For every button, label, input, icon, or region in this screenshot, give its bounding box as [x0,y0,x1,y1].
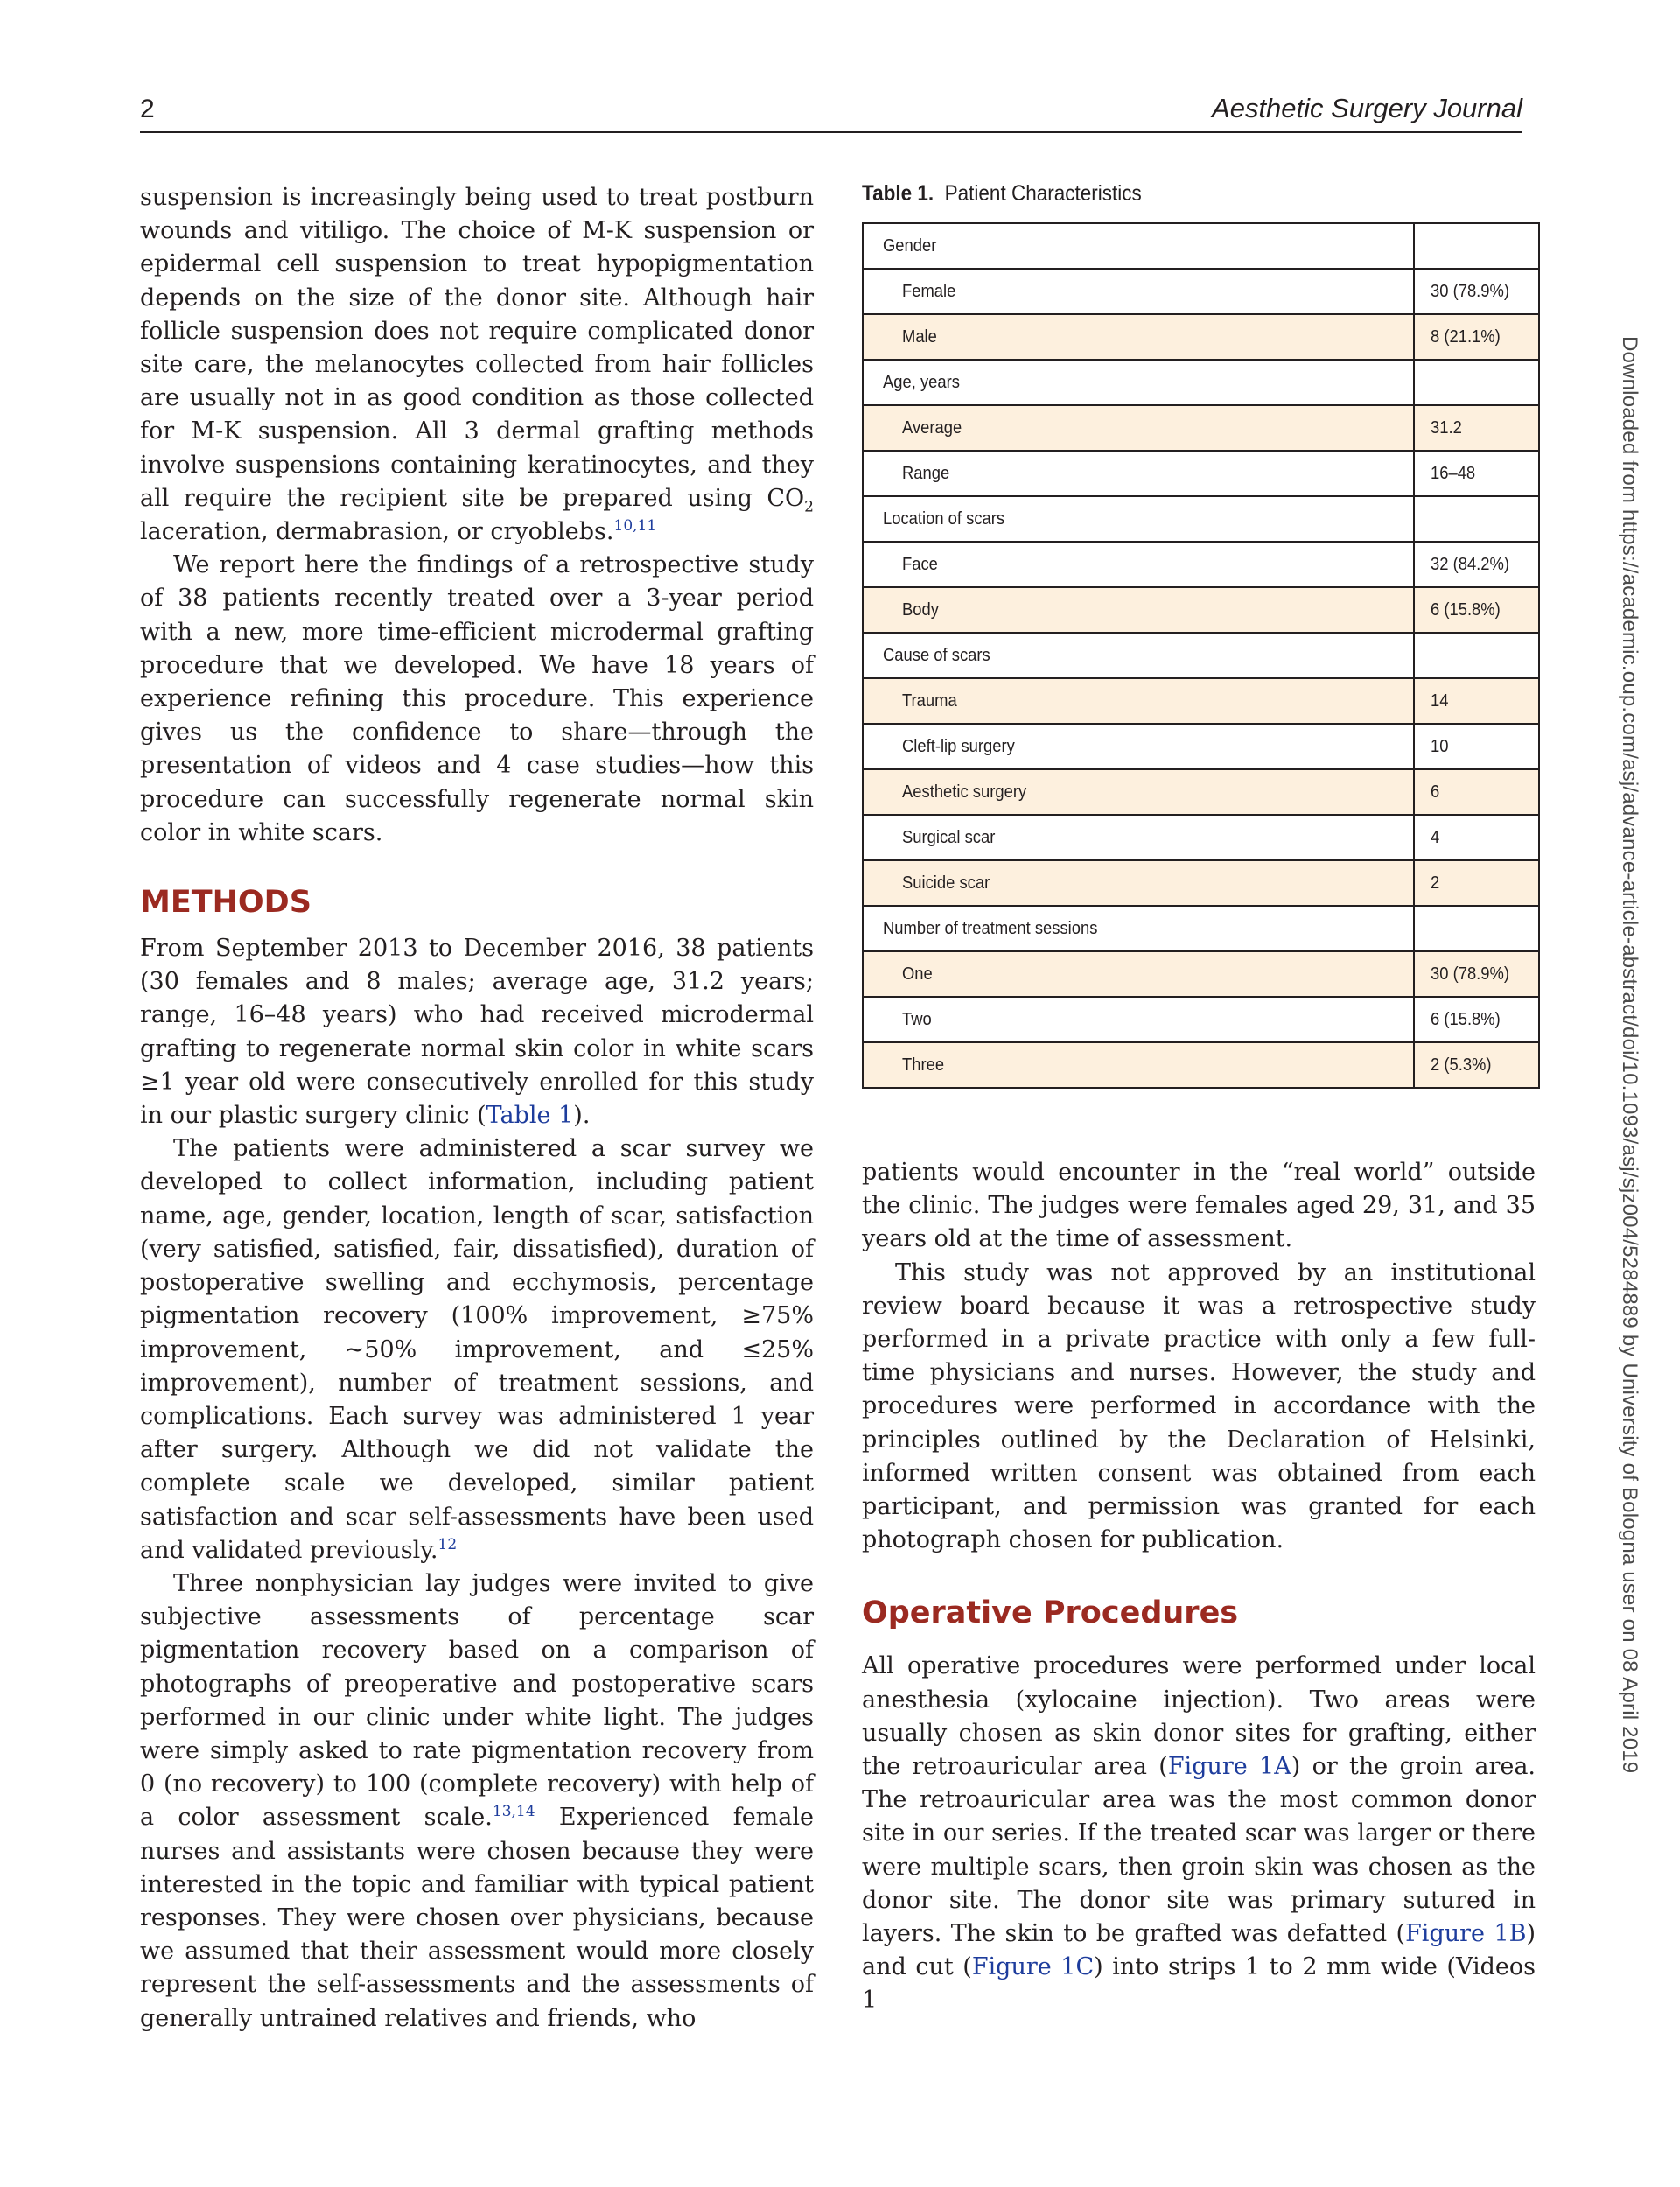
figure-1a-link[interactable]: Figure 1A [1167,1753,1292,1781]
table-cell-label: Average [863,405,1414,451]
table-cell-label: Body [863,587,1414,633]
table-row [863,633,1539,678]
table-cell-value: 32 (84.2%) [1414,542,1539,587]
table-cell-value [1414,496,1539,542]
paragraph-operative: All operative procedures were performed under local anesthesia (xylocaine injection). Two areas were usually chosen as skin donor sites for grafting, either the retroauricular area (Figure 1A) or the groin area. The retroauricular area was the most common donor site in our series. If the treated scar was larger or there were multiple scars, then groin skin was chosen as the donor site. The donor site was primary sutured in layers. The skin to be grafted was defatted (Figure 1B) and cut (Figure 1C) into strips 1 to 2 mm wide (Videos 1 [862,1652,1536,2015]
table-row [863,405,1539,451]
table-cell-label: Age, years [863,360,1414,405]
table-cell-label: Cause of scars [863,633,1414,678]
paragraph-report: We report here the findings of a retrospective study of 38 patients recently treated over a 3-year period with a new, more time-efficient microdermal grafting procedure that we developed. We have 18 years of experience refining this procedure. This experience gives us the confidence to share—through the presentation of videos and 4 case studies—how this procedure can successfully regenerate normal skin color in white scars. [140,551,814,846]
paragraph-ethics: This study was not approved by an institutional review board because it was a retrospective study performed in a private practice with only a few full-time physicians and nurses. However, the study and procedures were performed in accordance with the principles outlined by the Declaration of Helsinki, informed written consent was obtained from each participant, and permission was granted for each photograph chosen for publication. [862,1258,1536,1554]
paragraph-judges: patients would encounter in the “real world” outside the clinic. The judges were females aged 29, 31, and 35 years old at the time of assessment. [862,1159,1536,1253]
table-cell-label: Gender [863,223,1414,269]
table-row [863,906,1539,951]
table-cell-label: Range [863,451,1414,496]
table-cell-value [1414,906,1539,951]
table-cell-value: 2 [1414,860,1539,906]
figure-1b-link[interactable]: Figure 1B [1405,1920,1527,1948]
paragraph-methods-3: Three nonphysician lay judges were invited to give subjective assessments of percentage scar pigmentation recovery based on a comparison of photographs of preoperative and postoperative scars performed in our clinic under white light. The judges were simply asked to rate pigmentation recovery from 0 (no recovery) to 100 (complete recovery) with help of a color assessment scale.$^{13,14}$ Experienced female nurses and assistants were chosen because they were interested in the topic and familiar with typical patient responses. They were chosen over physicians, because we assumed that their assessment would more closely represent the self-assessments and the assessments of generally untrained relatives and friends, who [140,1569,814,2032]
table-row [863,678,1539,724]
table-cell-label: Two [863,997,1414,1042]
paragraph-methods-2: The patients were administered a scar survey we developed to collect information, including patient name, age, gender, location, length of scar, satisfaction (very satisfied, satisfied, fair, dissatisfied), duration of postoperative swelling and ecchymosis, percentage pigmentation recovery (100% improvement, ≥75% improvement, ~50% improvement, and ≤25% improvement), number of treatment sessions, and complications. Each survey was administered 1 year after surgery. Although we did not validate the complete scale we developed, similar patient satisfaction and scar self-assessments have been used and validated previously.$^{12}$ [140,1135,814,1564]
table-cell-label: Surgical scar [863,815,1414,860]
paragraph-intro-end: suspension is increasingly being used to treat postburn wounds and vitiligo. The choice of M-K suspension or epidermal cell suspension to treat hypopigmentation depends on the size of the donor site. Although hair follicle suspension does not require complicated donor site care, the melanocytes collected from hair follicles are usually not in as good condition as those collected for M-K suspension. All 3 dermal grafting methods involve suspensions containing keratinocytes, and they all require the recipient site be prepared using $CO_2$ laceration, dermabrasion, or cryoblebs.$^{10,11}$ [140,184,814,546]
table-cell-label: Three [863,1042,1414,1088]
table-row [863,496,1539,542]
table-1 [862,181,1540,1089]
left-column [140,181,814,2036]
table-row [863,815,1539,860]
table-cell-label: Face [863,542,1414,587]
table-cell-label: Cleft-lip surgery [863,724,1414,769]
table-row [863,997,1539,1042]
table-cell-label: Number of treatment sessions [863,906,1414,951]
journal-title: Aesthetic Surgery Journal [1212,93,1522,123]
citation-10-11[interactable]: 10,11 [613,517,657,536]
table-cell-value: 6 (15.8%) [1414,997,1539,1042]
table-caption: Table 1. Patient Characteristics [862,181,1142,206]
table-cell-label: Suicide scar [863,860,1414,906]
table-row [863,769,1539,815]
table-row [863,724,1539,769]
right-column [862,1156,1536,2018]
table-cell-label: Male [863,314,1414,360]
table-cell-value [1414,633,1539,678]
citation-13-14[interactable]: 13,14 [492,1803,536,1821]
table-cell-value: 16–48 [1414,451,1539,496]
table-cell-value: 10 [1414,724,1539,769]
table-cell-value: 8 (21.1%) [1414,314,1539,360]
table-row [863,1042,1539,1088]
table-cell-value: 4 [1414,815,1539,860]
table-cell-label: Female [863,269,1414,314]
citation-12[interactable]: 12 [438,1535,458,1553]
table-1-link[interactable]: Table 1 [486,1102,574,1130]
table-cell-label: Trauma [863,678,1414,724]
figure-1c-link[interactable]: Figure 1C [971,1953,1095,1981]
table-cell-value: 30 (78.9%) [1414,269,1539,314]
page-number: 2 [140,95,155,123]
table-cell-value [1414,223,1539,269]
table-cell-value: 2 (5.3%) [1414,1042,1539,1088]
table-row [863,587,1539,633]
paragraph-methods-1: From September 2013 to December 2016, 38 patients (30 females and 8 males; average age, 31.2 years; range, 16–48 years) who had received microdermal grafting to regenerate normal skin color in white scars ≥1 year old were consecutively enrolled for this study in our plastic surgery clinic (Table 1). [140,935,814,1130]
table-cell-value [1414,360,1539,405]
table-row [863,314,1539,360]
table-row [863,360,1539,405]
operative-procedures-heading: Operative Procedures [862,1595,1239,1631]
table-cell-label: Aesthetic surgery [863,769,1414,815]
table-cell-value: 6 (15.8%) [1414,587,1539,633]
table-row [863,223,1539,269]
table-row [863,860,1539,906]
table-row [863,269,1539,314]
table-row [863,542,1539,587]
table-cell-value: 14 [1414,678,1539,724]
download-watermark: Downloaded from https://academic.oup.com/asj/advance-article-abstract/doi/10.1093/asj/sjz004/5284889 by University of Bologna user on 08 April 2019 [1618,336,1642,1774]
running-header [140,91,1522,133]
table-cell-value: 30 (78.9%) [1414,951,1539,997]
methods-heading: METHODS [140,885,312,921]
table-cell-label: One [863,951,1414,997]
patient-characteristics-table [862,222,1540,1089]
table-cell-value: 31.2 [1414,405,1539,451]
table-row [863,951,1539,997]
table-cell-value: 6 [1414,769,1539,815]
table-row [863,451,1539,496]
table-cell-label: Location of scars [863,496,1414,542]
